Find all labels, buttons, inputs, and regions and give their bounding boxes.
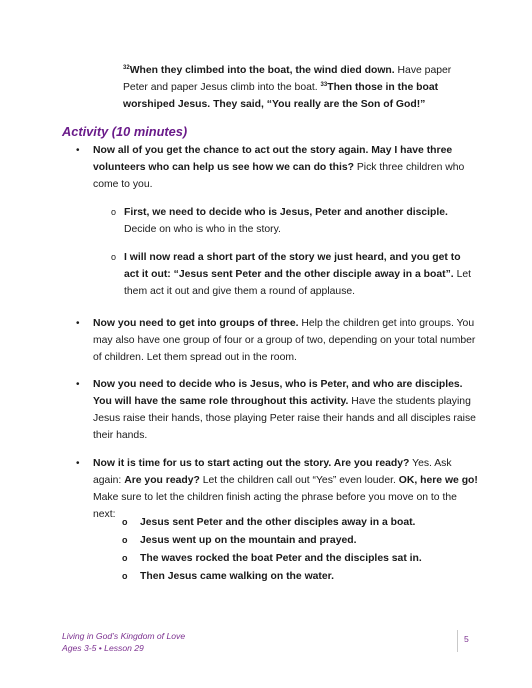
plain-text: Yes. Ask again: (93, 458, 452, 486)
sub-list-item-text (124, 204, 478, 238)
bold-text: OK, here we go! (398, 475, 478, 486)
bold-text: I will now read a short part of the story we just heard, and you get to act it out: “Jesus sent Peter and the other disciple away in a boat”. (124, 252, 461, 280)
activity-heading: Activity (10 minutes) (62, 124, 188, 139)
bold-text: Now you need to decide who is Jesus, who is Peter, and who are disciples. You will have the same role throughout this activity. (93, 379, 463, 407)
bold-text: Now it is time for us to start acting out the story. Are you ready? (93, 458, 410, 469)
sub-list-item (111, 204, 478, 238)
circle-bullet-icon: o (111, 207, 117, 217)
verse-number: 32 (123, 65, 130, 71)
plain-text: Pick three children who come to you. (93, 162, 465, 190)
footer (62, 630, 185, 654)
phrase-text: Jesus sent Peter and the other disciples away in a boat. (140, 517, 416, 528)
plain-text: Have the students playing Jesus raise their hands, those playing Peter raise their hands and all disciples raise their hands. (93, 396, 476, 441)
plain-text: Decide on who is who in the story. (124, 224, 281, 235)
phrase-text: Then Jesus came walking on the water. (140, 571, 335, 582)
sub-list-item-text (124, 249, 478, 300)
scripture-verses (123, 62, 468, 113)
phrase-text: The waves rocked the boat Peter and the disciples sat in. (140, 553, 422, 564)
phrase-text: Jesus went up on the mountain and prayed. (140, 535, 357, 546)
phrase-item (122, 514, 470, 531)
list-item (76, 376, 478, 444)
plain-text: Let them act it out and give them a round of applause. (124, 269, 472, 297)
footer-subtitle: Ages 3-5 • Lesson 29 (62, 643, 144, 653)
list-item-text (93, 142, 478, 193)
list-item-text (93, 455, 478, 523)
page-number: 5 (464, 634, 469, 644)
verse-text: Then those in the boat worshiped Jesus. They said, “You really are the Son of God!” (123, 82, 439, 110)
circle-bullet-icon: o (122, 571, 128, 581)
plain-text: Let the children call out “Yes” even louder. (199, 475, 399, 486)
plain-text: Help the children get into groups. You may also have one group of four or a group of two, depending on your total number of children. Let them spread out in the room. (93, 318, 476, 363)
bold-text: Now all of you get the chance to act out the story again. May I have three volunteers who can help us see how we can do this? (93, 145, 453, 173)
plain-text: Make sure to let the children finish acting the phrase before you move on to the next: (93, 492, 457, 520)
list-item (76, 315, 478, 366)
sub-list-item (111, 249, 478, 300)
verse-number: 33 (320, 82, 328, 88)
phrase-item (122, 532, 470, 549)
bullet-icon: • (76, 318, 80, 329)
bullet-icon: • (76, 145, 80, 156)
footer-title: Living in God’s Kingdom of Love (62, 631, 186, 641)
bold-text: First, we need to decide who is Jesus, Peter and another disciple. (124, 207, 448, 218)
footer-divider (457, 630, 458, 652)
phrase-item (122, 568, 470, 585)
circle-bullet-icon: o (122, 535, 128, 545)
bullet-icon: • (76, 458, 80, 469)
list-item (76, 455, 478, 523)
verse-text: When they climbed into the boat, the wind died down. (129, 65, 395, 76)
circle-bullet-icon: o (111, 252, 117, 262)
list-item-text (93, 376, 478, 444)
bold-text: Are you ready? (124, 475, 200, 486)
circle-bullet-icon: o (122, 517, 128, 527)
instruction-text: Have paper Peter and paper Jesus climb into the boat. (123, 65, 452, 93)
circle-bullet-icon: o (122, 553, 128, 563)
list-item-text (93, 315, 478, 366)
list-item (76, 142, 478, 193)
bullet-icon: • (76, 379, 80, 390)
bold-text: Now you need to get into groups of three. (93, 318, 299, 329)
phrase-item (122, 550, 470, 567)
